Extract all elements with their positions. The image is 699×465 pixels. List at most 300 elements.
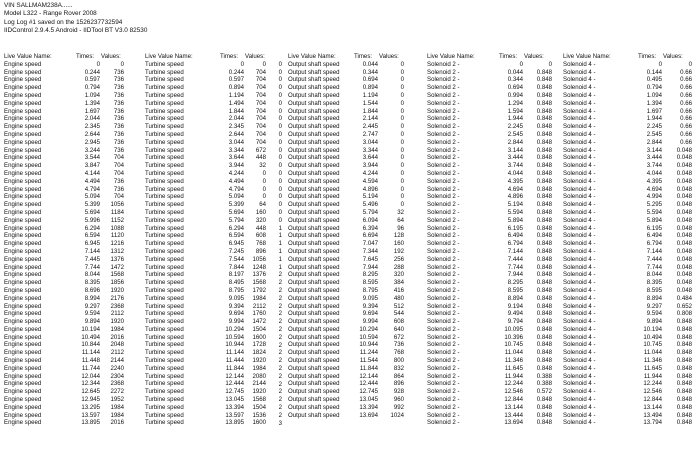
prev-column-edge-digit: 0 bbox=[278, 201, 282, 209]
time-cell: 13.144 bbox=[504, 403, 523, 411]
prev-column-edge-digit: 0 bbox=[278, 123, 282, 131]
time-cell: 9.594 bbox=[84, 310, 100, 318]
value-name: Output shaft speed bbox=[288, 99, 340, 107]
time-cell: 7.944 bbox=[362, 263, 378, 271]
value-name: Turbine speed bbox=[145, 302, 184, 310]
value-cell: 0.848 bbox=[536, 115, 552, 123]
time-cell: 8.044 bbox=[84, 271, 100, 279]
time-cell: 9.297 bbox=[646, 302, 662, 310]
value-cell: 896 bbox=[393, 380, 404, 388]
time-cell: 10.944 bbox=[359, 341, 378, 349]
value-cell: 0.66 bbox=[680, 99, 692, 107]
header-name: Live Value Name: bbox=[288, 53, 336, 60]
time-cell: 11.645 bbox=[643, 364, 662, 372]
value-cell: 0.848 bbox=[676, 380, 692, 388]
time-cell: 0 bbox=[240, 60, 244, 68]
value-cell: 1376 bbox=[252, 271, 266, 279]
value-name: Output shaft speed bbox=[288, 372, 340, 380]
time-cell: 6.494 bbox=[507, 232, 523, 240]
value-name: Output shaft speed bbox=[288, 76, 340, 84]
value-cell: 384 bbox=[393, 279, 404, 287]
value-cell: 0.848 bbox=[536, 130, 552, 138]
time-cell: 9.794 bbox=[507, 318, 523, 326]
value-cell: 0.848 bbox=[676, 349, 692, 357]
value-cell: 736 bbox=[113, 130, 124, 138]
prev-column-edge-digit: 1 bbox=[278, 263, 282, 271]
time-cell: 0.894 bbox=[362, 84, 378, 92]
time-cell: 4.794 bbox=[228, 185, 244, 193]
time-cell: 1.094 bbox=[84, 91, 100, 99]
value-name: Solenoid 2 - bbox=[427, 146, 460, 154]
value-name: Solenoid 2 - bbox=[427, 396, 460, 404]
value-cell: 0.848 bbox=[676, 357, 692, 365]
value-name: Solenoid 4 - bbox=[563, 294, 596, 302]
time-cell: 12.344 bbox=[81, 380, 100, 388]
prev-column-edge-digit: 2 bbox=[278, 333, 282, 341]
value-name: Solenoid 4 - bbox=[563, 208, 596, 216]
time-cell: 6.945 bbox=[228, 240, 244, 248]
time-cell: 2.644 bbox=[228, 130, 244, 138]
time-cell: 3.344 bbox=[228, 146, 244, 154]
value-cell: 704 bbox=[255, 99, 266, 107]
time-cell: 0.044 bbox=[507, 68, 523, 76]
value-cell: 0.848 bbox=[676, 372, 692, 380]
time-cell: 1.944 bbox=[646, 115, 662, 123]
time-cell: 2.345 bbox=[228, 123, 244, 131]
time-cell: 5.794 bbox=[228, 216, 244, 224]
value-cell: 0.048 bbox=[676, 185, 692, 193]
value-cell: 1472 bbox=[252, 318, 266, 326]
value-name: Solenoid 4 - bbox=[563, 247, 596, 255]
value-cell: 1824 bbox=[252, 349, 266, 357]
time-cell: 13.597 bbox=[81, 411, 100, 419]
value-cell: 736 bbox=[393, 341, 404, 349]
value-cell: 0 bbox=[262, 177, 266, 185]
time-cell: 12.144 bbox=[225, 372, 244, 380]
time-cell: 3.144 bbox=[507, 146, 523, 154]
value-name: Solenoid 2 - bbox=[427, 224, 460, 232]
time-cell: 12.044 bbox=[81, 372, 100, 380]
value-cell: 0.848 bbox=[536, 279, 552, 287]
time-cell: 13.597 bbox=[225, 411, 244, 419]
value-name: Output shaft speed bbox=[288, 84, 340, 92]
value-name: Solenoid 2 - bbox=[427, 216, 460, 224]
value-name: Engine speed bbox=[4, 372, 42, 380]
value-cell: 2304 bbox=[110, 372, 124, 380]
value-cell: 2144 bbox=[110, 357, 124, 365]
time-cell: 0.244 bbox=[228, 68, 244, 76]
value-cell: 0.848 bbox=[536, 177, 552, 185]
time-cell: 3.847 bbox=[84, 162, 100, 170]
value-cell: 0.848 bbox=[536, 240, 552, 248]
value-name: Engine speed bbox=[4, 333, 42, 341]
value-cell: 0.848 bbox=[536, 91, 552, 99]
value-name: Solenoid 4 - bbox=[563, 193, 596, 201]
value-name: Solenoid 4 - bbox=[563, 130, 596, 138]
value-cell: 1600 bbox=[252, 419, 266, 427]
time-cell: 9.194 bbox=[507, 302, 523, 310]
time-cell: 8.595 bbox=[646, 286, 662, 294]
value-cell: 0.848 bbox=[676, 325, 692, 333]
header-values: Values: bbox=[524, 53, 544, 60]
value-cell: 1056 bbox=[110, 201, 124, 209]
time-cell: 3.944 bbox=[362, 162, 378, 170]
time-cell: 9.994 bbox=[362, 318, 378, 326]
value-name: Output shaft speed bbox=[288, 286, 340, 294]
value-name: Engine speed bbox=[4, 193, 42, 201]
value-cell: 0.848 bbox=[676, 318, 692, 326]
value-name: Solenoid 2 - bbox=[427, 341, 460, 349]
value-cell: 1024 bbox=[390, 411, 404, 419]
time-cell: 0.144 bbox=[646, 68, 662, 76]
time-cell: 6.794 bbox=[646, 240, 662, 248]
time-cell: 7.944 bbox=[507, 271, 523, 279]
time-cell: 2.245 bbox=[507, 123, 523, 131]
header-values: Values: bbox=[379, 53, 399, 60]
value-name: Solenoid 2 - bbox=[427, 372, 460, 380]
value-name: Output shaft speed bbox=[288, 68, 340, 76]
value-cell: 1600 bbox=[252, 333, 266, 341]
value-name: Output shaft speed bbox=[288, 302, 340, 310]
header-values: Values: bbox=[245, 53, 265, 60]
value-cell: 0.848 bbox=[536, 193, 552, 201]
value-cell: 736 bbox=[113, 107, 124, 115]
value-name: Solenoid 4 - bbox=[563, 91, 596, 99]
time-cell: 2.144 bbox=[362, 115, 378, 123]
time-cell: 1.697 bbox=[84, 107, 100, 115]
value-name: Output shaft speed bbox=[288, 247, 340, 255]
value-cell: 0.848 bbox=[676, 341, 692, 349]
value-cell: 0 bbox=[400, 185, 404, 193]
value-name: Output shaft speed bbox=[288, 146, 340, 154]
time-cell: 8.295 bbox=[507, 279, 523, 287]
time-cell: 3.144 bbox=[646, 146, 662, 154]
value-name: Output shaft speed bbox=[288, 232, 340, 240]
time-cell: 10.494 bbox=[643, 333, 662, 341]
time-cell: 9.694 bbox=[362, 310, 378, 318]
value-name: Turbine speed bbox=[145, 169, 184, 177]
value-cell: 704 bbox=[113, 169, 124, 177]
value-name: Engine speed bbox=[4, 115, 42, 123]
value-cell: 0 bbox=[548, 60, 552, 68]
time-cell: 8.894 bbox=[507, 294, 523, 302]
value-name: Solenoid 2 - bbox=[427, 349, 460, 357]
time-cell: 2.044 bbox=[84, 115, 100, 123]
time-cell: 8.295 bbox=[362, 271, 378, 279]
time-cell: 11.044 bbox=[643, 349, 662, 357]
time-cell: 13.895 bbox=[81, 419, 100, 427]
value-cell: 736 bbox=[113, 84, 124, 92]
value-name: Solenoid 4 - bbox=[563, 419, 596, 427]
value-cell: 736 bbox=[113, 177, 124, 185]
value-cell: 0 bbox=[262, 169, 266, 177]
value-cell: 640 bbox=[393, 325, 404, 333]
value-name: Solenoid 2 - bbox=[427, 325, 460, 333]
value-name: Turbine speed bbox=[145, 396, 184, 404]
value-cell: 0.66 bbox=[680, 130, 692, 138]
prev-column-edge-digit: 0 bbox=[278, 76, 282, 84]
value-cell: 0.848 bbox=[676, 403, 692, 411]
value-cell: 1216 bbox=[110, 240, 124, 248]
value-name: Solenoid 2 - bbox=[427, 99, 460, 107]
app-version-line: IIDControl 2.9.4.5 Android - IIDTool BT V3.0 82530 bbox=[4, 26, 148, 34]
time-cell: 11.744 bbox=[81, 364, 100, 372]
value-cell: 2272 bbox=[110, 388, 124, 396]
value-cell: 1568 bbox=[252, 396, 266, 404]
value-cell: 736 bbox=[113, 91, 124, 99]
time-cell: 9.594 bbox=[646, 310, 662, 318]
value-name: Engine speed bbox=[4, 162, 42, 170]
value-cell: 2368 bbox=[110, 380, 124, 388]
value-cell: 2080 bbox=[252, 372, 266, 380]
prev-column-edge-digit: 1 bbox=[278, 248, 282, 255]
model-line: Model L322 - Range Rover 2008 bbox=[4, 10, 97, 18]
value-cell: 704 bbox=[255, 68, 266, 76]
value-name: Solenoid 2 - bbox=[427, 294, 460, 302]
time-cell: 2.945 bbox=[84, 138, 100, 146]
value-name: Solenoid 2 - bbox=[427, 411, 460, 419]
value-cell: 64 bbox=[397, 216, 404, 224]
value-name: Solenoid 2 - bbox=[427, 76, 460, 84]
time-cell: 12.444 bbox=[225, 380, 244, 388]
time-cell: 5.594 bbox=[646, 208, 662, 216]
value-cell: 1984 bbox=[252, 364, 266, 372]
value-name: Engine speed bbox=[4, 403, 42, 411]
value-cell: 0 bbox=[400, 201, 404, 209]
prev-column-edge-digit: 0 bbox=[278, 177, 282, 185]
value-cell: 0 bbox=[400, 138, 404, 146]
value-name: Solenoid 2 - bbox=[427, 154, 460, 162]
value-name: Engine speed bbox=[4, 240, 42, 248]
value-name: Output shaft speed bbox=[288, 333, 340, 341]
value-name: Solenoid 4 - bbox=[563, 68, 596, 76]
prev-column-edge-digit: 0 bbox=[278, 154, 282, 162]
time-cell: 5.194 bbox=[507, 201, 523, 209]
time-cell: 8.894 bbox=[646, 294, 662, 302]
value-name: Output shaft speed bbox=[288, 154, 340, 162]
time-cell: 4.994 bbox=[646, 193, 662, 201]
value-cell: 736 bbox=[113, 68, 124, 76]
time-cell: 13.794 bbox=[643, 419, 662, 427]
value-name: Output shaft speed bbox=[288, 208, 340, 216]
time-cell: 10.194 bbox=[81, 325, 100, 333]
value-cell: 0.808 bbox=[676, 310, 692, 318]
value-cell: 0 bbox=[400, 84, 404, 92]
value-name: Output shaft speed bbox=[288, 357, 340, 365]
value-cell: 1152 bbox=[110, 216, 124, 224]
prev-column-edge-digit: 2 bbox=[278, 380, 282, 388]
value-cell: 0.048 bbox=[676, 247, 692, 255]
value-name: Output shaft speed bbox=[288, 403, 340, 411]
value-name: Engine speed bbox=[4, 123, 42, 131]
value-name: Solenoid 2 - bbox=[427, 107, 460, 115]
value-name: Solenoid 4 - bbox=[563, 123, 596, 131]
prev-column-edge-digit: 0 bbox=[278, 131, 282, 138]
value-name: Engine speed bbox=[4, 201, 42, 209]
log-saved-line: Log Log #1 saved on the 1526237732594 bbox=[4, 18, 123, 26]
value-name: Solenoid 4 - bbox=[563, 216, 596, 224]
value-name: Solenoid 2 - bbox=[427, 247, 460, 255]
value-name: Solenoid 2 - bbox=[427, 388, 460, 396]
value-name: Solenoid 4 - bbox=[563, 115, 596, 123]
value-name: Solenoid 4 - bbox=[563, 349, 596, 357]
value-name: Turbine speed bbox=[145, 380, 184, 388]
time-cell: 5.094 bbox=[84, 193, 100, 201]
value-name: Turbine speed bbox=[145, 208, 184, 216]
prev-column-edge-digit: 0 bbox=[278, 107, 282, 115]
value-name: Engine speed bbox=[4, 224, 42, 232]
value-cell: 704 bbox=[255, 123, 266, 131]
value-cell: 64 bbox=[259, 201, 266, 209]
value-name: Turbine speed bbox=[145, 310, 184, 318]
time-cell: 0 bbox=[658, 60, 662, 68]
value-cell: 1728 bbox=[252, 341, 266, 349]
prev-column-edge-digit: 2 bbox=[278, 372, 282, 380]
value-name: Engine speed bbox=[4, 310, 42, 318]
value-name: Solenoid 4 - bbox=[563, 286, 596, 294]
value-cell: 0 bbox=[262, 185, 266, 193]
value-cell: 0.66 bbox=[680, 68, 692, 76]
value-name: Output shaft speed bbox=[288, 380, 340, 388]
value-cell: 0.848 bbox=[536, 224, 552, 232]
time-cell: 2.445 bbox=[362, 123, 378, 131]
value-cell: 0.848 bbox=[536, 318, 552, 326]
time-cell: 0.244 bbox=[84, 68, 100, 76]
prev-column-edge-digit: 2 bbox=[278, 318, 282, 326]
value-cell: 2112 bbox=[110, 310, 124, 318]
time-cell: 1.944 bbox=[507, 115, 523, 123]
value-cell: 672 bbox=[255, 146, 266, 154]
value-name: Output shaft speed bbox=[288, 91, 340, 99]
value-cell: 0.048 bbox=[676, 271, 692, 279]
value-name: Turbine speed bbox=[145, 372, 184, 380]
time-cell: 13.494 bbox=[643, 411, 662, 419]
time-cell: 4.044 bbox=[646, 169, 662, 177]
header-name: Live Value Name: bbox=[563, 53, 611, 60]
prev-column-edge-digit: 0 bbox=[278, 162, 282, 170]
value-name: Engine speed bbox=[4, 185, 42, 193]
prev-column-edge-digit: 2 bbox=[278, 287, 282, 294]
value-name: Solenoid 4 - bbox=[563, 138, 596, 146]
time-cell: 11.645 bbox=[504, 364, 523, 372]
value-name: Engine speed bbox=[4, 341, 42, 349]
time-cell: 3.444 bbox=[646, 154, 662, 162]
value-name: Solenoid 4 - bbox=[563, 99, 596, 107]
value-name: Solenoid 4 - bbox=[563, 302, 596, 310]
value-cell: 1952 bbox=[110, 396, 124, 404]
value-name: Engine speed bbox=[4, 325, 42, 333]
value-cell: 0.848 bbox=[536, 349, 552, 357]
time-cell: 10.594 bbox=[359, 333, 378, 341]
value-name: Turbine speed bbox=[145, 325, 184, 333]
value-name: Turbine speed bbox=[145, 99, 184, 107]
time-cell: 7.444 bbox=[507, 255, 523, 263]
time-cell: 0.894 bbox=[228, 84, 244, 92]
time-cell: 7.844 bbox=[228, 263, 244, 271]
value-name: Turbine speed bbox=[145, 263, 184, 271]
time-cell: 6.195 bbox=[646, 224, 662, 232]
time-cell: 7.645 bbox=[362, 255, 378, 263]
time-cell: 8.595 bbox=[507, 286, 523, 294]
value-name: Turbine speed bbox=[145, 271, 184, 279]
time-cell: 7.245 bbox=[228, 247, 244, 255]
value-cell: 736 bbox=[113, 123, 124, 131]
prev-column-edge-digit: 0 bbox=[278, 115, 282, 123]
time-cell: 10.745 bbox=[504, 341, 523, 349]
time-cell: 3.244 bbox=[84, 146, 100, 154]
time-cell: 5.295 bbox=[646, 201, 662, 209]
value-cell: 0.848 bbox=[536, 107, 552, 115]
value-cell: 1984 bbox=[110, 411, 124, 419]
value-cell: 96 bbox=[397, 224, 404, 232]
time-cell: 8.696 bbox=[84, 286, 100, 294]
value-name: Turbine speed bbox=[145, 162, 184, 170]
time-cell: 2.545 bbox=[507, 130, 523, 138]
time-cell: 13.394 bbox=[359, 403, 378, 411]
time-cell: 0.597 bbox=[228, 76, 244, 84]
value-name: Solenoid 2 - bbox=[427, 130, 460, 138]
value-cell: 1056 bbox=[252, 255, 266, 263]
value-cell: 0.848 bbox=[536, 333, 552, 341]
value-cell: 832 bbox=[393, 364, 404, 372]
value-name: Turbine speed bbox=[145, 115, 184, 123]
time-cell: 1.544 bbox=[362, 99, 378, 107]
value-cell: 1088 bbox=[110, 224, 124, 232]
prev-column-edge-digit: 2 bbox=[278, 388, 282, 396]
value-cell: 0.848 bbox=[536, 286, 552, 294]
time-cell: 9.297 bbox=[84, 302, 100, 310]
time-cell: 8.994 bbox=[84, 294, 100, 302]
time-cell: 4.244 bbox=[228, 169, 244, 177]
value-cell: 1568 bbox=[110, 271, 124, 279]
value-cell: 0.848 bbox=[536, 99, 552, 107]
value-name: Solenoid 2 - bbox=[427, 91, 460, 99]
time-cell: 2.345 bbox=[84, 123, 100, 131]
time-cell: 5.594 bbox=[507, 208, 523, 216]
log-header bbox=[4, 2, 147, 35]
value-name: Output shaft speed bbox=[288, 341, 340, 349]
value-name: Output shaft speed bbox=[288, 271, 340, 279]
time-cell: 12.745 bbox=[225, 388, 244, 396]
time-cell: 13.895 bbox=[225, 419, 244, 427]
time-cell: 6.794 bbox=[507, 240, 523, 248]
time-cell: 6.594 bbox=[84, 232, 100, 240]
value-name: Engine speed bbox=[4, 84, 42, 92]
value-name: Output shaft speed bbox=[288, 364, 340, 372]
value-cell: 736 bbox=[113, 99, 124, 107]
time-cell: 0.597 bbox=[84, 76, 100, 84]
value-cell: 0.848 bbox=[676, 364, 692, 372]
value-name: Turbine speed bbox=[145, 364, 184, 372]
value-name: Solenoid 4 - bbox=[563, 357, 596, 365]
value-name: Turbine speed bbox=[145, 411, 184, 419]
value-cell: 0.66 bbox=[680, 115, 692, 123]
time-cell: 5.094 bbox=[228, 193, 244, 201]
time-cell: 3.444 bbox=[507, 154, 523, 162]
time-cell: 7.144 bbox=[646, 247, 662, 255]
value-name: Engine speed bbox=[4, 208, 42, 216]
value-cell: 1984 bbox=[252, 294, 266, 302]
prev-column-edge-digit: 2 bbox=[278, 302, 282, 310]
time-cell: 13.144 bbox=[643, 403, 662, 411]
value-cell: 960 bbox=[393, 396, 404, 404]
value-cell: 768 bbox=[255, 240, 266, 248]
prev-column-edge-digit: 0 bbox=[278, 216, 282, 224]
time-cell: 1.494 bbox=[228, 99, 244, 107]
prev-column-edge-digit: 0 bbox=[278, 60, 282, 68]
prev-column-edge-digit: 0 bbox=[278, 84, 282, 92]
value-name: Turbine speed bbox=[145, 294, 184, 302]
